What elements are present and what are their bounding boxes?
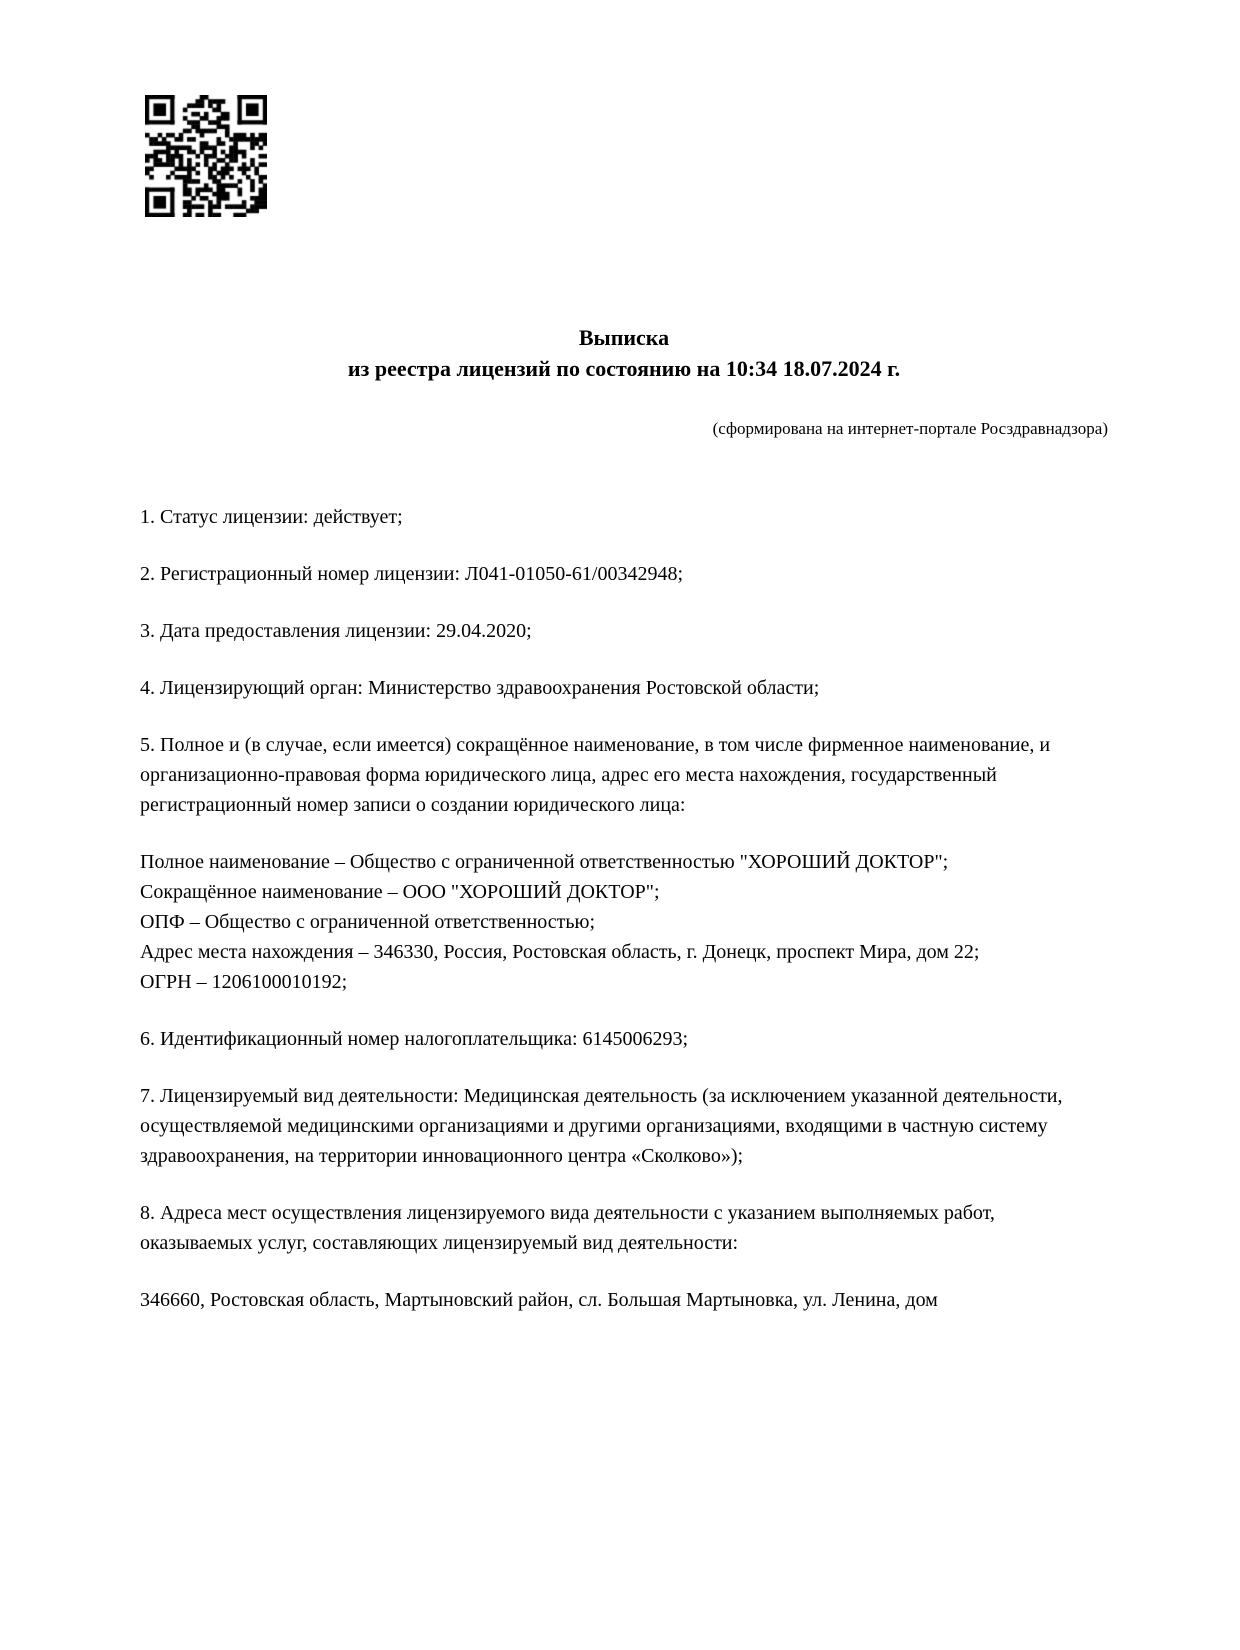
org-short-name-line: Сокращённое наименование – ООО "ХОРОШИЙ ДОКТОР"; [140, 881, 660, 903]
qr-code [145, 95, 267, 217]
license-status-line: 1. Статус лицензии: действует; [140, 506, 403, 528]
org-ogrn-line: ОГРН – 1206100010192; [140, 971, 348, 993]
org-info-intro: 5. Полное и (в случае, если имеется) сокращённое наименование, в том числе фирменное наименование, и организационно-правовая форма юридического лица, адрес его места нахождения, государственный регистрационный номер записи о создании юридического лица: [140, 734, 1051, 816]
licensing-authority-line: 4. Лицензирующий орган: Министерство здравоохранения Ростовской области; [140, 677, 820, 699]
document-title-line2: из реестра лицензий по состоянию на 10:34 18.07.2024 г. [347, 356, 901, 381]
activity-address-line: 346660, Ростовская область, Мартыновский район, сл. Большая Мартыновка, ул. Ленина, дом [140, 1289, 938, 1311]
grant-date-line: 3. Дата предоставления лицензии: 29.04.2020; [140, 620, 532, 642]
taxpayer-number-line: 6. Идентификационный номер налогоплательщика: 6145006293; [140, 1028, 689, 1050]
registration-number-line: 2. Регистрационный номер лицензии: Л041-01050-61/00342948; [140, 563, 684, 585]
document-title [140, 322, 1108, 384]
licensed-activity-line: 7. Лицензируемый вид деятельности: Медицинская деятельность (за исключением указанной деятельности, осуществляемой медицинскими организациями и другими организациями, входящими в частную систему здравоохранения, на территории инновационного центра «Сколково»); [140, 1085, 1063, 1167]
org-full-name-line: Полное наименование – Общество с ограниченной ответственностью "ХОРОШИЙ ДОКТОР"; [140, 851, 949, 873]
document-subtitle: (сформирована на интернет-портале Росздравнадзора) [712, 419, 1108, 438]
activity-addresses-intro: 8. Адреса мест осуществления лицензируемого вида деятельности с указанием выполняемых работ, оказываемых услуг, составляющих лицензируемый вид деятельности: [140, 1202, 995, 1254]
org-details-block [140, 847, 1108, 997]
document-title-line1: Выписка [578, 325, 670, 350]
org-legal-form-line: ОПФ – Общество с ограниченной ответственностью; [140, 911, 596, 933]
document-body [140, 502, 1108, 1315]
org-address-line: Адрес места нахождения – 346330, Россия, Ростовская область, г. Донецк, проспект Мира, дом 22; [140, 941, 980, 963]
